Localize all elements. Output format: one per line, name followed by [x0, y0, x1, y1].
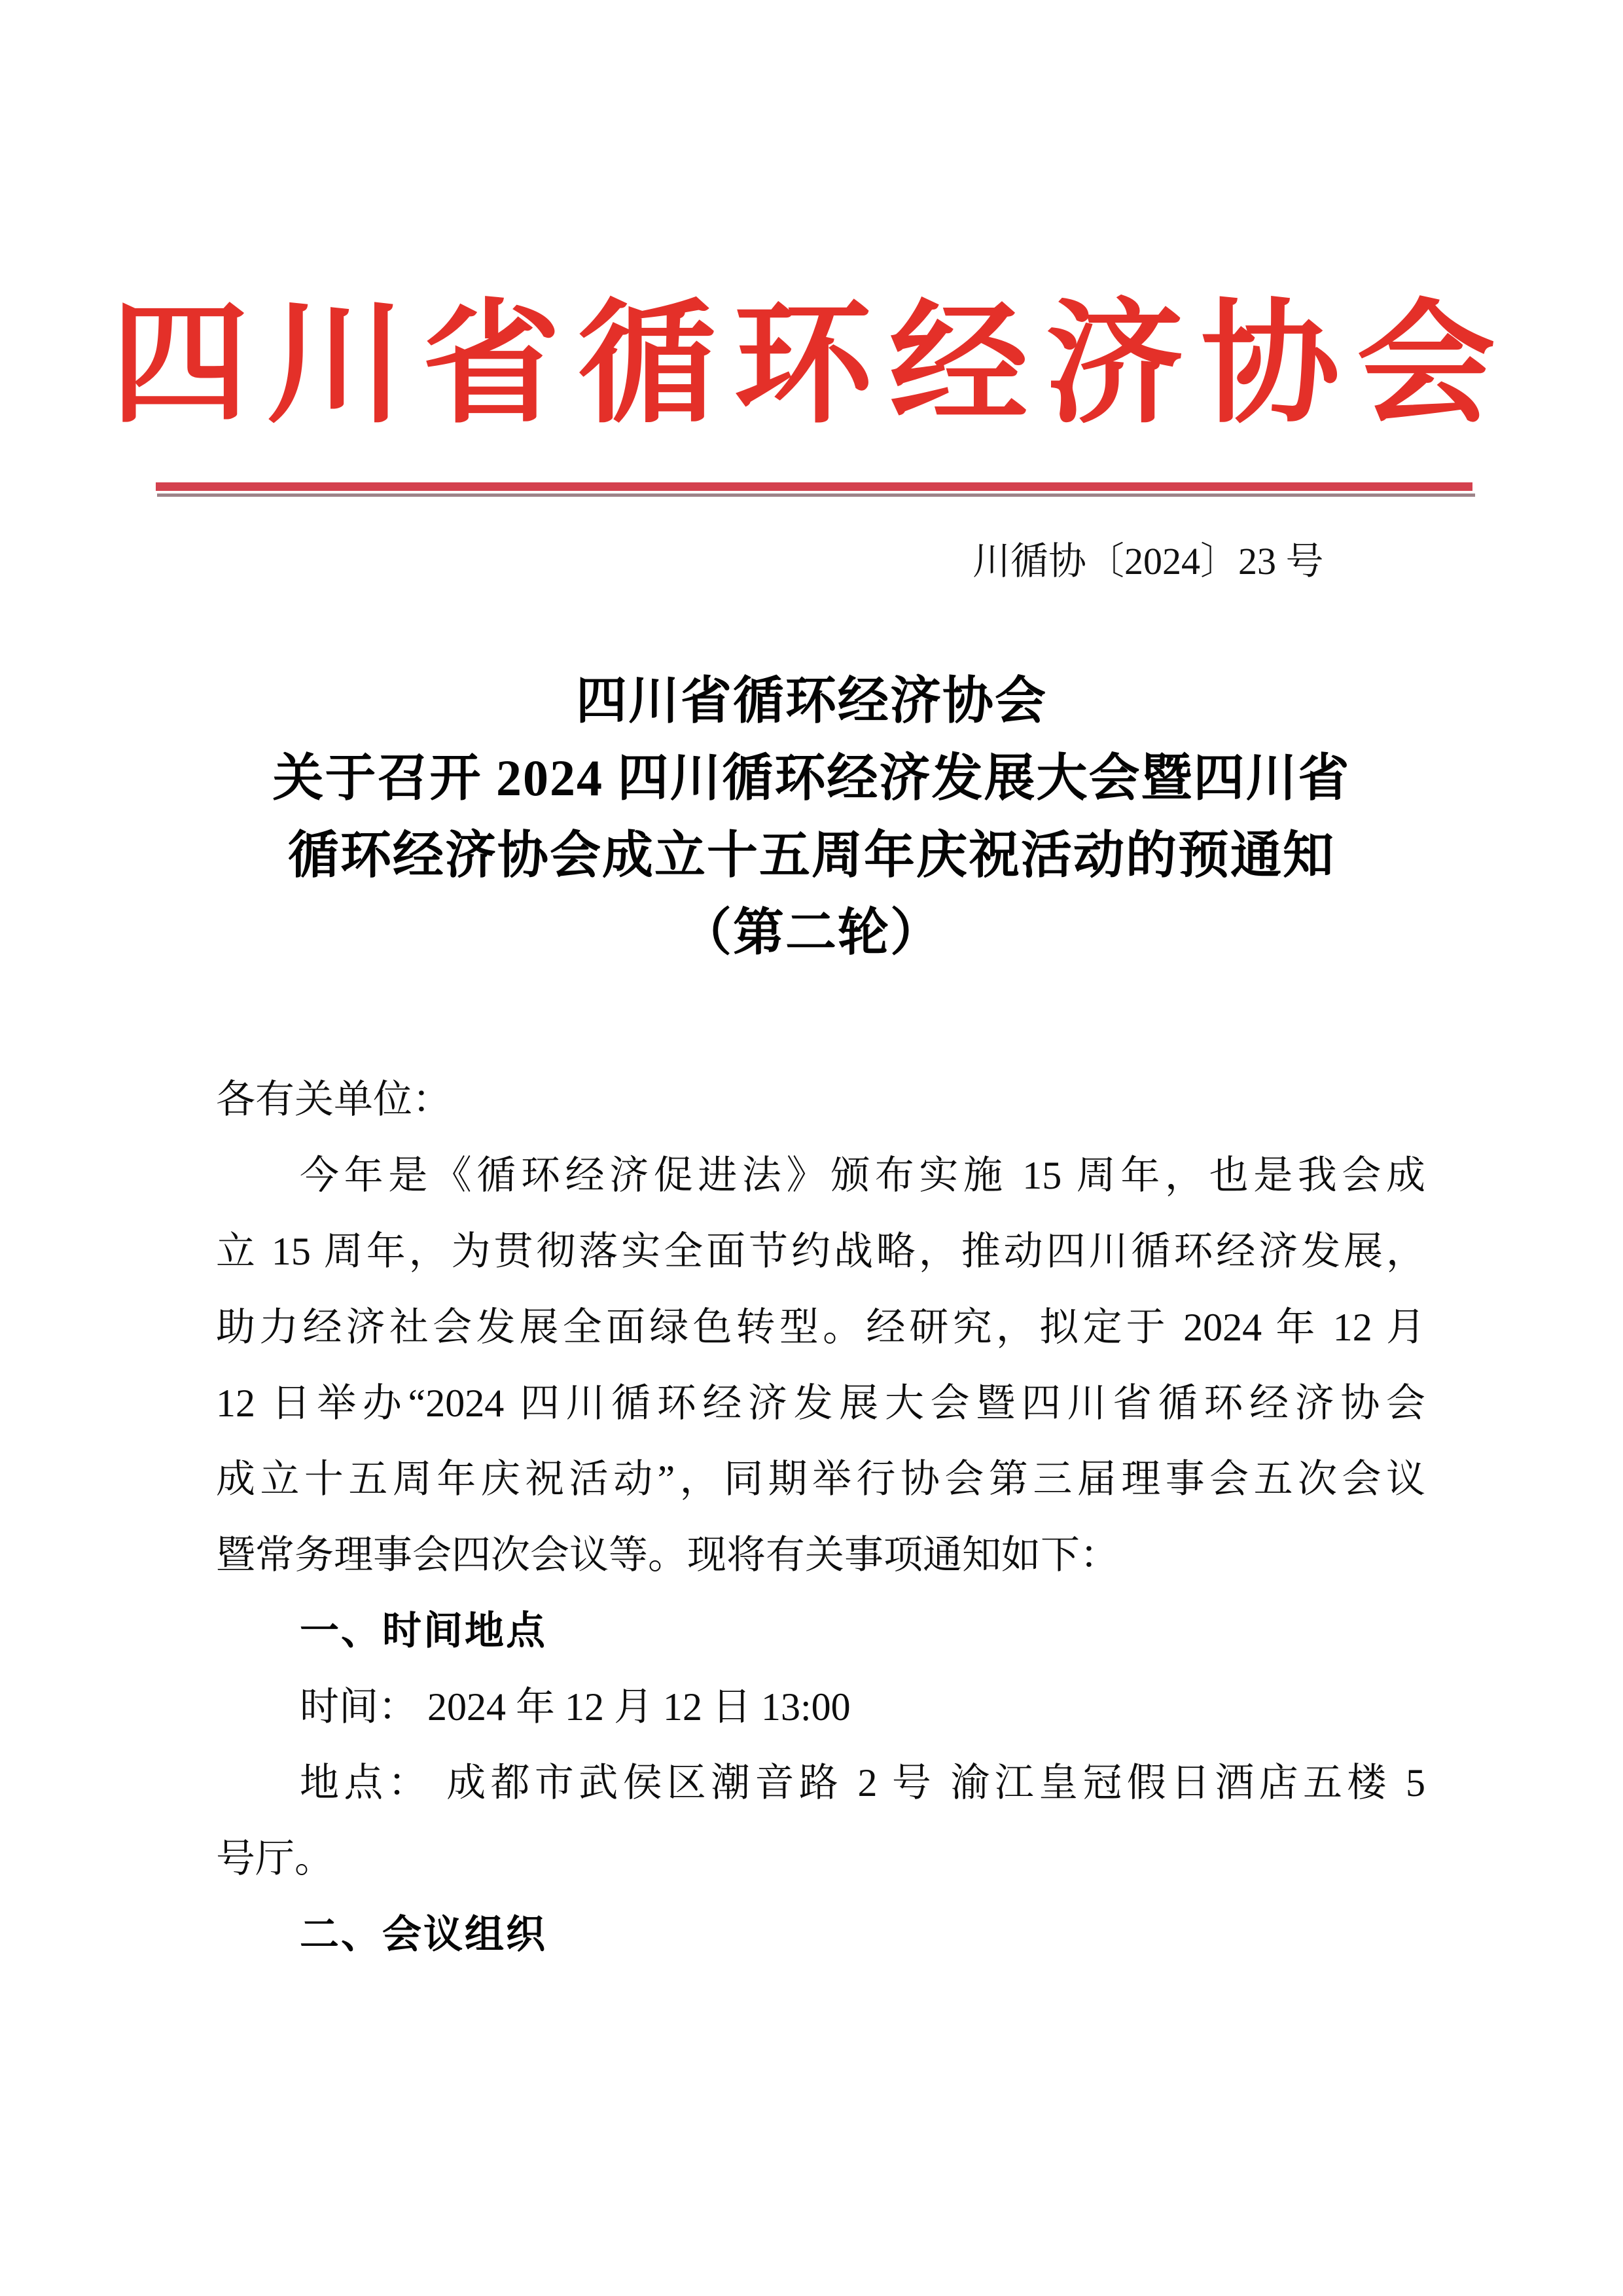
- paragraph-line: 12 日举办“2024 四川循环经济发展大会暨四川省循环经济协会: [216, 1382, 1425, 1425]
- letterhead-separator-thin-line: [157, 493, 1475, 497]
- paragraph-line: 成立十五周年庆祝活动”，同期举行协会第三届理事会五次会议: [216, 1458, 1425, 1501]
- paragraph-line: 今年是《循环经济促进法》颁布实施 15 周年，也是我会成: [300, 1154, 1425, 1197]
- section-heading-time-place: 一、时间地点: [300, 1609, 547, 1653]
- salutation: 各有关单位：: [216, 1078, 452, 1121]
- notice-body: [216, 1062, 1425, 1973]
- notice-title-line-3: 循环经济协会成立十五周年庆祝活动的预通知: [287, 827, 1335, 884]
- letterhead-separator-thick-line: [156, 482, 1472, 491]
- section-heading-organization: 二、会议组织: [300, 1912, 547, 1956]
- meeting-time-line: 时间： 2024 年 12 月 12 日 13:00: [300, 1685, 851, 1729]
- paragraph-line: 助力经济社会发展全面绿色转型。经研究，拟定于 2024 年 12 月: [216, 1306, 1425, 1349]
- meeting-place-line: 地点： 成都市武侯区潮音路 2 号 渝江皇冠假日酒店五楼 5: [300, 1761, 1425, 1804]
- letterhead-org-name: 四川省循环经济协会: [111, 291, 1512, 439]
- notice-title: [0, 662, 1623, 971]
- paragraph-line: 立 15 周年，为贯彻落实全面节约战略，推动四川循环经济发展，: [216, 1230, 1425, 1273]
- notice-title-line-2: 关于召开 2024 四川循环经济发展大会暨四川省: [272, 749, 1351, 806]
- meeting-place-line-cont: 号厅。: [216, 1837, 334, 1880]
- paragraph-line: 暨常务理事会四次会议等。现将有关事项通知如下：: [216, 1534, 1119, 1577]
- document-number: 川循协〔2024〕23 号: [972, 540, 1324, 583]
- notice-title-line-4: （第二轮）: [680, 904, 942, 961]
- notice-title-line-1: 四川省循环经济协会: [575, 672, 1047, 729]
